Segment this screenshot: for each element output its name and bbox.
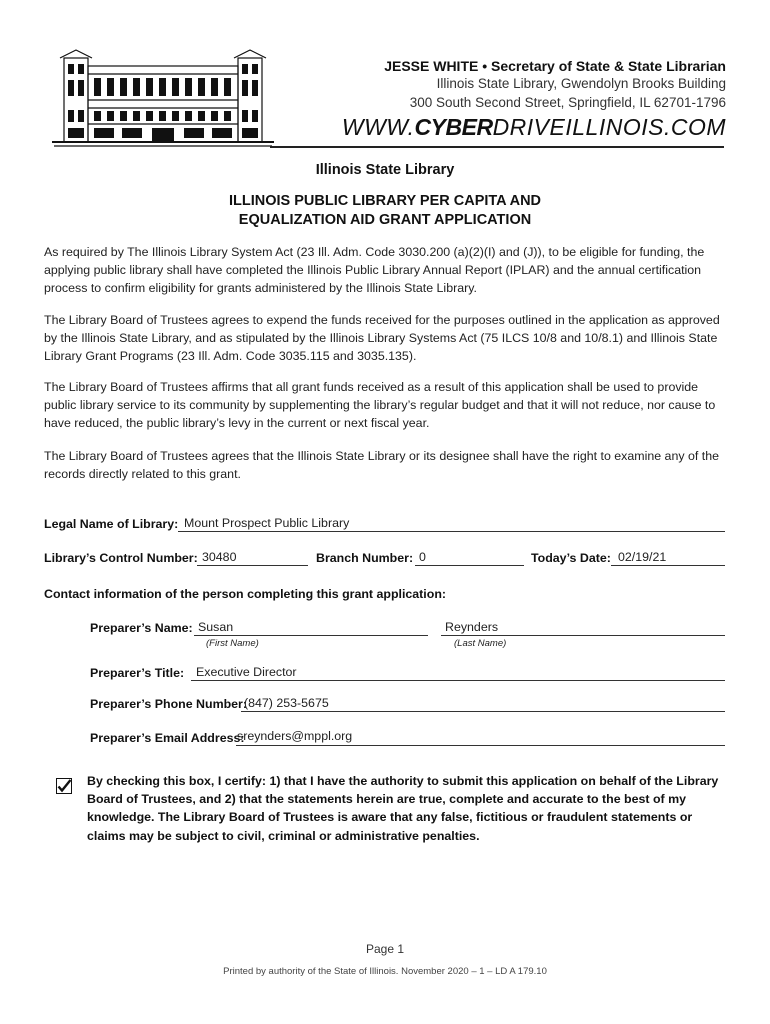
first-name-field[interactable] bbox=[194, 635, 428, 636]
control-number-value: 30480 bbox=[202, 550, 237, 564]
last-name-field[interactable] bbox=[441, 635, 725, 636]
library-building-line: Illinois State Library, Gwendolyn Brooks Building bbox=[436, 76, 726, 91]
preparer-phone-label: Preparer’s Phone Number: bbox=[90, 697, 247, 711]
date-label: Today’s Date: bbox=[531, 551, 611, 565]
preparer-title-label: Preparer’s Title: bbox=[90, 666, 185, 680]
paragraph-records-access: The Library Board of Trustees agrees that the Illinois State Library or its designee shall have the right to examine any of the records directly related to this grant. bbox=[44, 449, 719, 481]
agency-title: Illinois State Library bbox=[315, 162, 455, 178]
preparer-name-label: Preparer’s Name: bbox=[90, 621, 193, 635]
legal-name-field[interactable] bbox=[178, 531, 725, 532]
legal-name-value: Mount Prospect Public Library bbox=[184, 516, 350, 530]
paragraph-eligibility: As required by The Illinois Library System Act (23 Ill. Adm. Code 3030.200 (a)(2)(I) and (J)), to be eligible for funding, the applying public library shall have completed the Illinois Public Library Annual Report (IPLAR) and the annual certification process to confirm eligibility for grants administered by the Illinois State Library. bbox=[44, 245, 705, 295]
form-title-line1: ILLINOIS PUBLIC LIBRARY PER CAPITA AND bbox=[228, 193, 542, 209]
certify-checkbox[interactable] bbox=[56, 778, 72, 794]
page-number: Page 1 bbox=[365, 942, 405, 956]
checkmark-icon bbox=[57, 779, 71, 793]
library-building-logo bbox=[52, 44, 274, 148]
preparer-phone-field[interactable] bbox=[241, 711, 725, 712]
branch-number-value: 0 bbox=[419, 550, 426, 564]
url-suffix: DRIVEILLINOIS.COM bbox=[492, 114, 726, 140]
preparer-phone-value: (847) 253-5675 bbox=[244, 696, 329, 710]
paragraph-expend-funds: The Library Board of Trustees agrees to expend the funds received for the purposes outlined in the application as approved by the Illinois State Library, and as stipulated by the Illinois Library Systems Act (75 ILCS 10/8 and 10/8.1) and Illinois State Library Grant Programs (23 Ill. Adm. Code 3035.115 and 3035.135). bbox=[44, 313, 720, 363]
form-title-line2: EQUALIZATION AID GRANT APPLICATION bbox=[238, 212, 532, 228]
contact-heading: Contact information of the person completing this grant application: bbox=[44, 587, 447, 601]
last-name-caption: (Last Name) bbox=[454, 638, 507, 649]
header-rule bbox=[270, 146, 724, 148]
first-name-caption: (First Name) bbox=[206, 638, 259, 649]
certification-text: By checking this box, I certify: 1) that I have the authority to submit this application on behalf of the Library Board of Trustees, and 2) that the statements herein are true, complete and accurate to the best of my knowledge. The Library Board of Trustees is aware that any false, fictitious or fraudulent statements or claims may be subject to civil, criminal or administrative penalties. bbox=[87, 774, 719, 843]
paragraph-affirm-use: The Library Board of Trustees affirms that all grant funds received as a result of this application shall be used to provide public library service to its community by supplementing the library’s regular budget and that it will not reduce, nor cause to have reduced, the public library’s levy in the current or next fiscal year. bbox=[44, 380, 716, 430]
website-url[interactable] bbox=[342, 114, 726, 141]
address-line: 300 South Second Street, Springfield, IL 62701-1796 bbox=[409, 95, 726, 110]
legal-name-label: Legal Name of Library: bbox=[44, 517, 179, 531]
url-prefix: WWW. bbox=[341, 114, 415, 140]
control-number-field[interactable] bbox=[197, 565, 308, 566]
preparer-title-field[interactable] bbox=[191, 680, 725, 681]
printed-by-footer: Printed by authority of the State of Illinois. November 2020 – 1 – LD A 179.10 bbox=[223, 966, 547, 977]
control-number-label: Library’s Control Number: bbox=[44, 551, 198, 565]
branch-number-label: Branch Number: bbox=[316, 551, 414, 565]
secretary-line: JESSE WHITE • Secretary of State & State Librarian bbox=[384, 58, 726, 74]
branch-number-field[interactable] bbox=[415, 565, 524, 566]
preparer-title-value: Executive Director bbox=[196, 665, 297, 679]
first-name-value: Susan bbox=[198, 620, 234, 634]
url-bold: CYBER bbox=[414, 114, 493, 140]
date-field[interactable] bbox=[611, 565, 725, 566]
preparer-email-field[interactable] bbox=[236, 745, 725, 746]
date-value: 02/19/21 bbox=[618, 550, 667, 564]
preparer-email-label: Preparer’s Email Address: bbox=[90, 731, 245, 745]
preparer-email-value: sreynders@mppl.org bbox=[237, 729, 353, 743]
last-name-value: Reynders bbox=[445, 620, 499, 634]
